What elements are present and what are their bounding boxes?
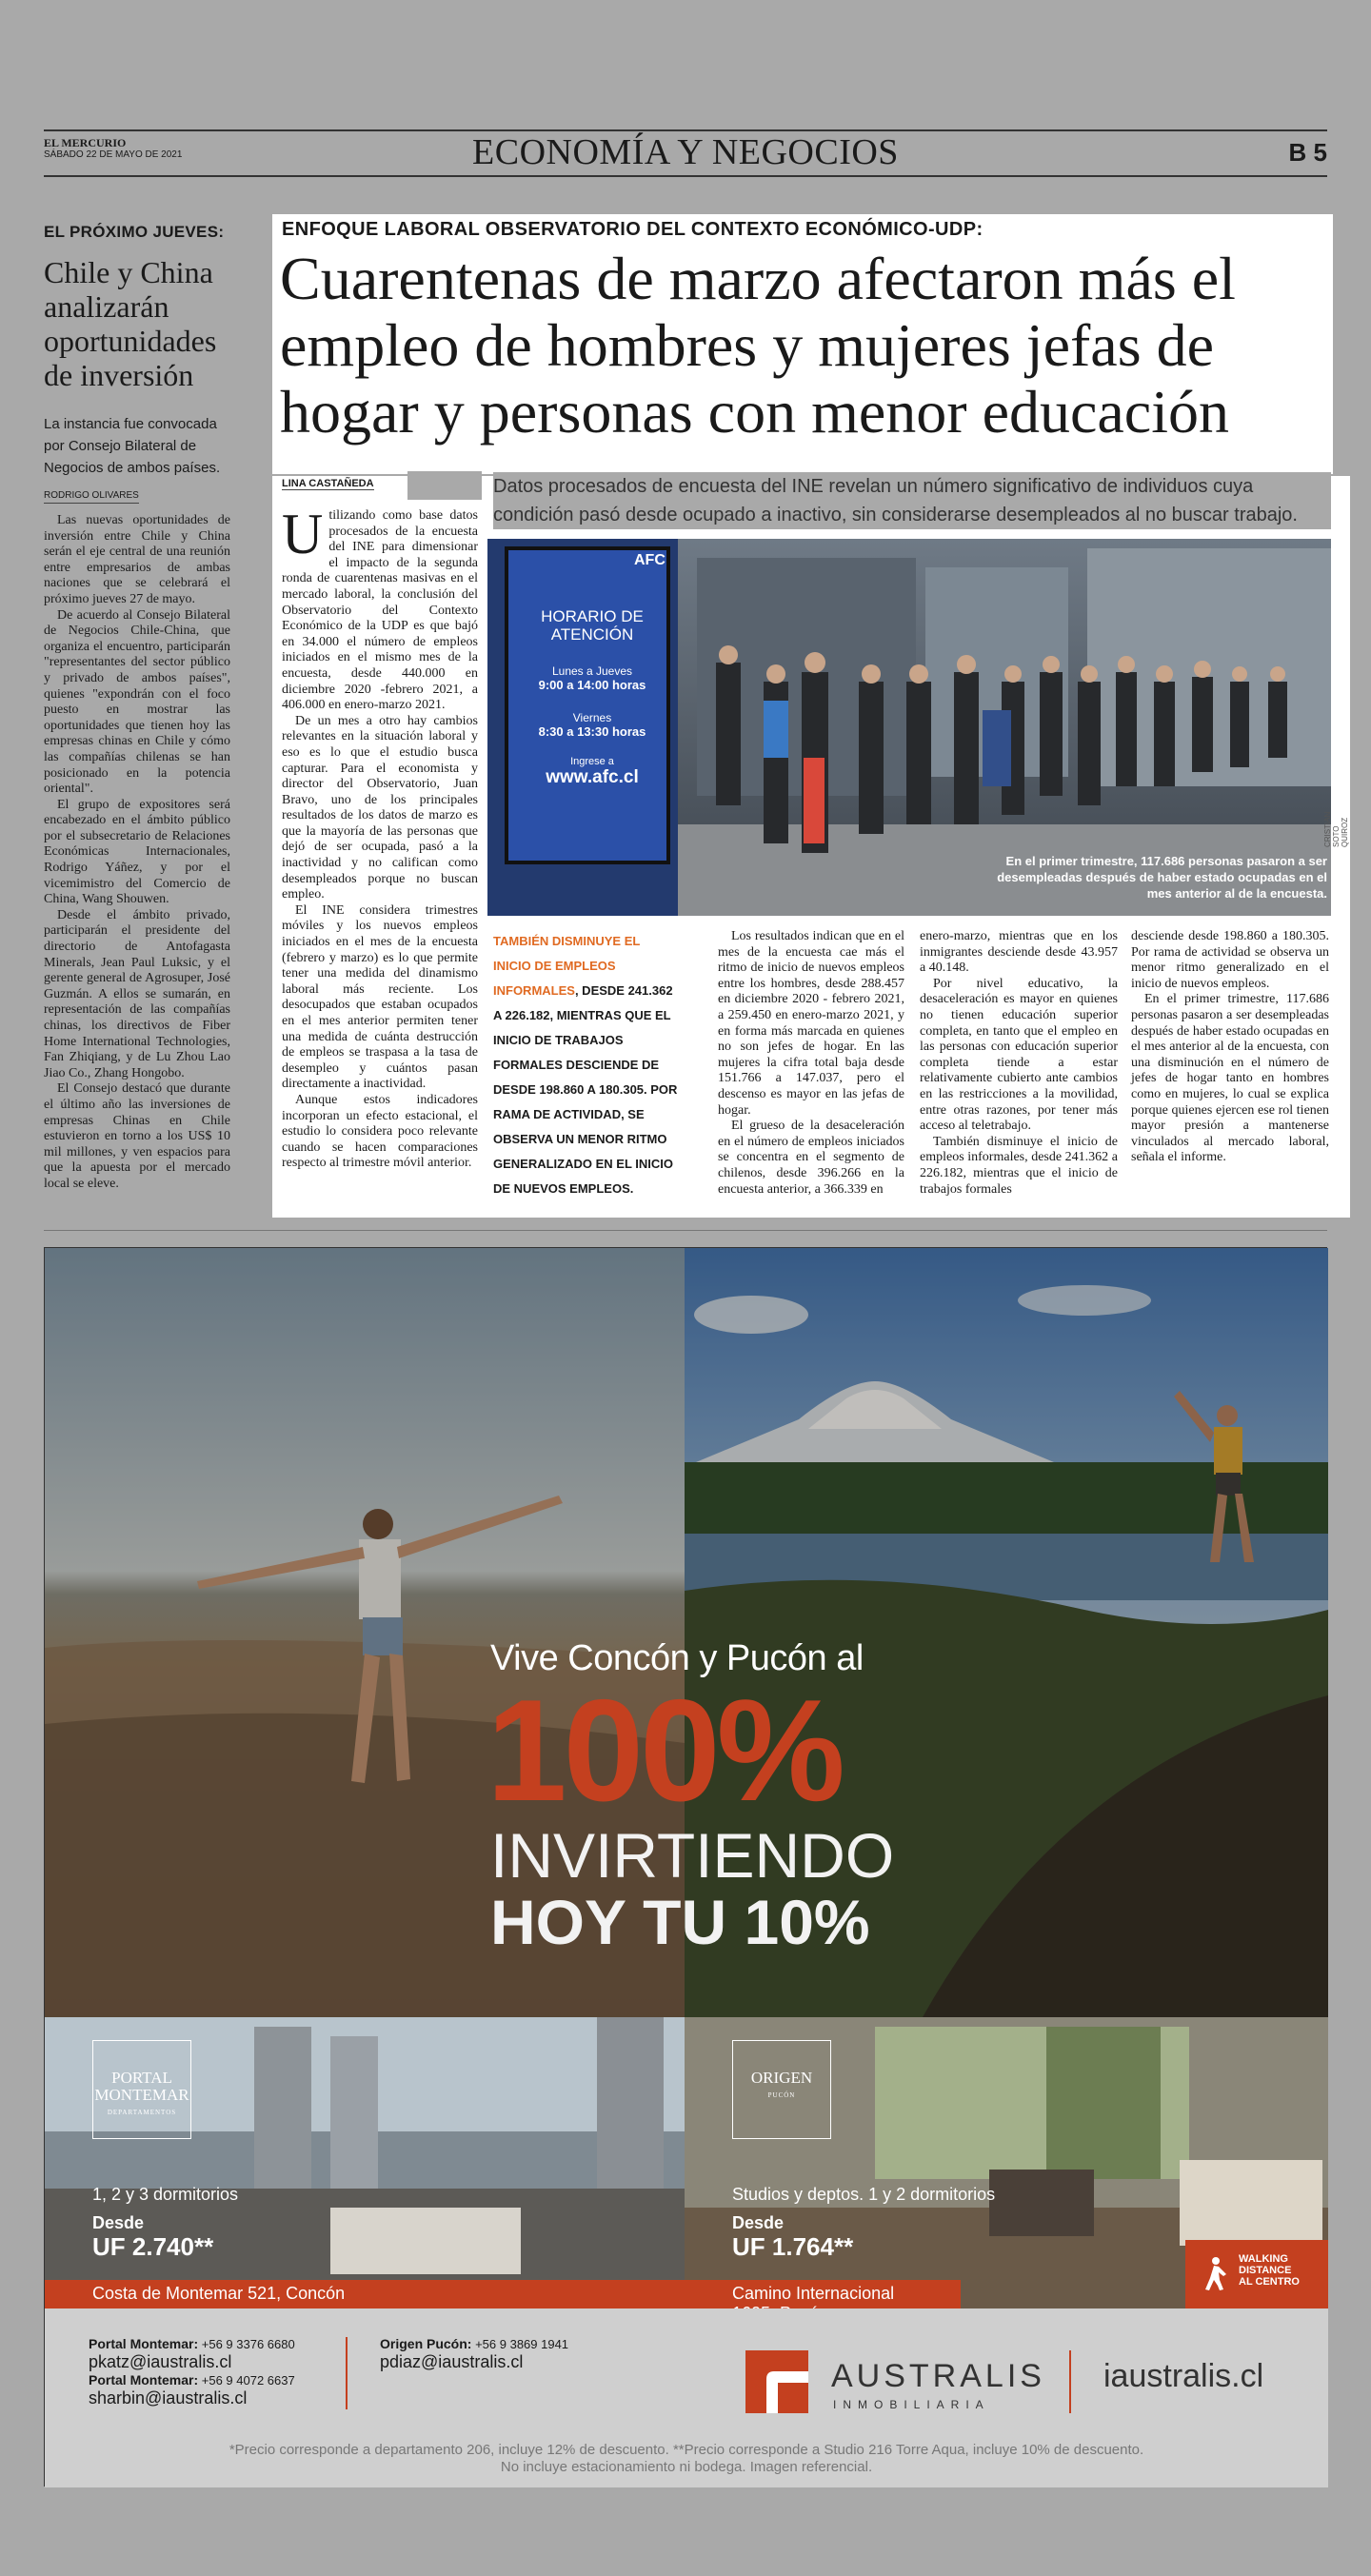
article-paragraph: En el primer trimestre, 117.686 personas pasaron a ser desempleadas después de haber estado ocupadas en el mes anterior al de la encuesta, con una disminución en el número de jefes de hogar tanto en hombres como en mujeres, lo cual se explica porque quienes ejercen ese rol tienen mayor presión a mantenerse vinculados al mercado laboral, señala el informe. — [1131, 992, 1329, 1165]
contact-email[interactable]: pdiaz@iaustralis.cl — [380, 2352, 524, 2371]
ad-footer — [45, 2308, 1328, 2487]
side-headline: Chile y China analizarán oportunidades de inversión — [44, 255, 217, 392]
property-price: UF 1.764** — [732, 2232, 854, 2261]
drop-cap: U — [282, 503, 324, 565]
article-paragraph: enero-marzo, mientras que en los inmigrantes desciende desde 43.957 a 40.148. — [920, 929, 1118, 976]
main-deck: Datos procesados de encuesta del INE revelan un número significativo de individuos cuya condición pasó desde ocupado a inactivo, sin considerarse desempleados al no buscar trabajo. — [493, 472, 1331, 529]
article-paragraph: Los resultados indican que en el mes de la encuesta cae más el ritmo de inicio de nuevos empleos entre los hombres, desde 288.457 en diciembre 2020 - febrero 2021, a 259.450 en enero-marzo 2021, y en forma más marcada en quienes no son jefes de hogar. En las mujeres la cifra total baja desde 151.766 a 147.037, pero el descenso es mayor en las jefas de hogar. — [718, 929, 904, 1118]
side-paragraph: Desde el ámbito privado, participarán el presidente del directorio de Antofagasta Minerals, Jean Paul Luksic, y el gerente general de Agrosuper, José Guzmán. A ellos se sumarán, en representación de las compañías chinas, los directivos de Fiber Home International Technologies, Fan Zhiqiang, y de Lu Zhou Lao Jiao Co., Zhang Hongobo. — [44, 907, 230, 1080]
article-paragraph: También disminuye el inicio de empleos informales, desde 241.362 a 226.182, mientras que el inicio de trabajos formales — [920, 1134, 1118, 1197]
article-column-4 — [920, 929, 1118, 1198]
walking-distance-badge: WALKING DISTANCE AL CENTRO — [1185, 2240, 1328, 2308]
contact-email[interactable]: sharbin@iaustralis.cl — [89, 2388, 248, 2408]
ad-slogan — [487, 1638, 895, 1957]
property-from-label: Desde — [92, 2213, 145, 2232]
article-paragraph: desciende desde 198.860 a 180.305. Por rama de actividad se observa un menor ritmo generalizado en el inicio de nuevos empleos. — [1131, 929, 1329, 991]
masthead-rule-bottom — [44, 175, 1327, 177]
article-paragraph: Aunque estos indicadores incorporan un efecto estacional, el estudio lo considera poco relevante cuando se hacen comparaciones respecto al trimestre móvil anterior. — [282, 1092, 478, 1171]
side-kicker: EL PRÓXIMO JUEVES: — [44, 223, 225, 241]
pull-quote-text: , DESDE 241.362 A 226.182, MIENTRAS QUE EL INICIO DE TRABAJOS FORMALES DESCIENDE DE DESDE 198.860 A 180.305. POR RAMA DE ACTIVIDAD, SE OBSERVA UN MENOR RITMO GENERALIZADO EN EL INICIO DE NUEVOS EMPLEOS. — [493, 983, 678, 1196]
side-paragraph: El Consejo destacó que durante el último año las inversiones de empresas Chinas en Chile estuvieron en torno a los US$ 10 mil millones, y ven espacios para que la apuesta por el mercado local se eleve. — [44, 1081, 230, 1191]
property-origen-pucon — [685, 2017, 1328, 2308]
pull-quote-highlight: TAMBIÉN DISMINUYE EL INICIO DE EMPLEOS INFORMALES — [493, 934, 641, 998]
photo-credit: CRISTIAN SOTO QUIROZ — [1323, 811, 1349, 847]
property-address: Costa de Montemar 521, Concón — [45, 2280, 685, 2308]
article-column-1 — [282, 503, 478, 1172]
contact-origen-pucon: Origen Pucón: +56 9 3869 1941 pdiaz@iaustralis.cl — [380, 2336, 569, 2371]
article-paragraph: De un mes a otro hay cambios relevantes en la situación laboral y eso es lo que el estudio busca capturar. Para el economista y director del Observatorio, Juan Bravo, uno de los principales resultados de los datos de marzo es que la mayoría de las personas que dejó de ser ocupada, pasó a la inactividad y no califican como desempleados porque no buscan empleo. — [282, 713, 478, 902]
property-portal-montemar — [45, 2017, 685, 2308]
contact-portal-montemar: Portal Montemar: +56 9 3376 6680 pkatz@iaustralis.cl Portal Montemar: +56 9 4072 6637 sharbin@iaustralis.cl — [89, 2336, 295, 2408]
pull-quote — [493, 929, 680, 1201]
divider-block — [407, 471, 482, 500]
article-paragraph: El grueso de la desaceleración en el número de empleos iniciados se concentra en el segmento de chilenos, desde 396.266 en la encuesta anterior, a 366.339 en — [718, 1119, 904, 1197]
property-rooms: Studios y deptos. 1 y 2 dormitorios — [732, 2185, 996, 2204]
ad-slogan-percent: 100% — [487, 1670, 842, 1832]
article-column-5 — [1131, 929, 1329, 1166]
website-link[interactable]: iaustralis.cl — [1103, 2358, 1264, 2394]
property-price: UF 2.740** — [92, 2232, 214, 2261]
side-paragraph: El grupo de expositores será encabezado en el ámbito público por el subsecretario de Relaciones Económicas Internacionales, Rodrigo Yáñez, y por el vicemimistro del Comercio de China, Wang Shouwen. — [44, 797, 230, 907]
side-article — [44, 223, 230, 1193]
property-rooms: 1, 2 y 3 dormitorios — [92, 2185, 239, 2204]
property-from-label: Desde — [732, 2213, 785, 2232]
australis-brand-sub: INMOBILIARIA — [833, 2398, 990, 2411]
australis-logo-icon — [745, 2350, 808, 2413]
article-paragraph: Utilizando como base datos procesados de la encuesta del INE para dimensionar el impacto de la segunda ronda de cuarentenas masivas en el mercado laboral, la conclusión del Observatorio del Contexto Económico de la UDP es que bajó en 34.000 el número de empleos iniciados en el mismo mes de la encuesta, desde 440.000 en diciembre 2020 -febrero 2021, a 406.000 en enero-marzo 2021. — [282, 503, 478, 713]
ad-disclaimer: *Precio corresponde a departamento 206, incluye 12% de descuento. **Precio corresponde a Studio 216 Torre Aqua, incluye 10% de descuento. No incluye estacionamiento ni bodega. Imagen referencial. — [228, 2442, 1144, 2475]
issue-date: SÁBADO 22 DE MAYO DE 2021 — [44, 149, 183, 160]
side-body — [44, 513, 230, 1193]
article-column-3 — [718, 929, 904, 1198]
real-estate-ad — [44, 1247, 1327, 2487]
main-kicker: ENFOQUE LABORAL OBSERVATORIO DEL CONTEXTO ECONÓMICO-UDP: — [282, 219, 984, 240]
origen-pucon-logo: ORIGEN PUCÓN — [732, 2040, 831, 2139]
side-paragraph: Las nuevas oportunidades de inversión entre Chile y China serán el eje central de una reunión entre empresarios de ambas naciones que se celebrará el próximo jueves 27 de mayo. — [44, 513, 230, 606]
australis-brand: AUSTRALIS — [831, 2358, 1045, 2394]
photo-caption: En el primer trimestre, 117.686 personas pasaron a ser desempleadas después de haber estado ocupadas en el mes anterior al de la encuesta. — [997, 854, 1327, 901]
main-headline: Cuarentenas de marzo afectaron más el empleo de hombres y mujeres jefas de hogar y personas con menor educación — [280, 245, 1236, 446]
main-byline: LINA CASTAÑEDA — [282, 478, 374, 489]
side-byline: RODRIGO OLIVARES — [44, 490, 139, 504]
ad-slogan-line1: Vive Concón y Pucón al — [490, 1638, 864, 1678]
contact-email[interactable]: pkatz@iaustralis.cl — [89, 2352, 232, 2371]
property-address: Camino Internacional — [685, 2280, 961, 2308]
ad-slogan-line3: INVIRTIENDO — [490, 1820, 895, 1891]
section-title: ECONOMÍA Y NEGOCIOS — [472, 132, 899, 172]
footer-divider — [1069, 2350, 1071, 2413]
page-divider — [44, 1230, 1327, 1231]
ad-slogan-line4: HOY TU 10% — [490, 1887, 870, 1957]
walking-person-icon — [1202, 2257, 1227, 2291]
side-paragraph: De acuerdo al Consejo Bilateral de Negocios Chile-China, que organiza el encuentro, participarán "representantes del sector público y privado de ambos países", quienes "expondrán con el foco puesto en mostrar las oportunidades que tienen hoy las empresas chinas en Chile y cómo las compañías chilenas se han posicionado en la potencia oriental". — [44, 607, 230, 797]
side-subtitle: La instancia fue convocada por Consejo Bilateral de Negocios de ambos países. — [44, 416, 221, 476]
article-paragraph: El INE considera trimestres móviles y los nuevos empleos iniciados en el mes de la encuesta (febrero y marzo) es lo que permite tener una medida del dinamismo laboral más reciente. Los desocupados que estaban ocupados en el mes anterior permiten tener una medida de cuánta destrucción de empleos se traspasa a la tasa de desempleo y cuántos pasan directamente a inactividad. — [282, 902, 478, 1092]
photo-brand: AFC — [634, 552, 666, 568]
page-number: B 5 — [1288, 138, 1327, 167]
photo-sign: HORARIO DE ATENCIÓN Lunes a Jueves 9:00 a 14:00 horas Viernes 8:30 a 13:30 horas Ingrese a www.afc.cl — [538, 607, 646, 787]
footer-divider — [346, 2337, 348, 2409]
portal-montemar-logo: PORTAL MONTEMAR DEPARTAMENTOS — [92, 2040, 191, 2139]
article-paragraph: Por nivel educativo, la desaceleración es mayor en quienes no tienen educación superior completa, en tanto que el empleo en las personas con educación superior completa tiende a estar relativamente cubierto ante cambios en las restricciones a la movilidad, entre otras razones, por tener más acceso al teletrabajo. — [920, 976, 1118, 1134]
newspaper-name: EL MERCURIO — [44, 136, 127, 149]
